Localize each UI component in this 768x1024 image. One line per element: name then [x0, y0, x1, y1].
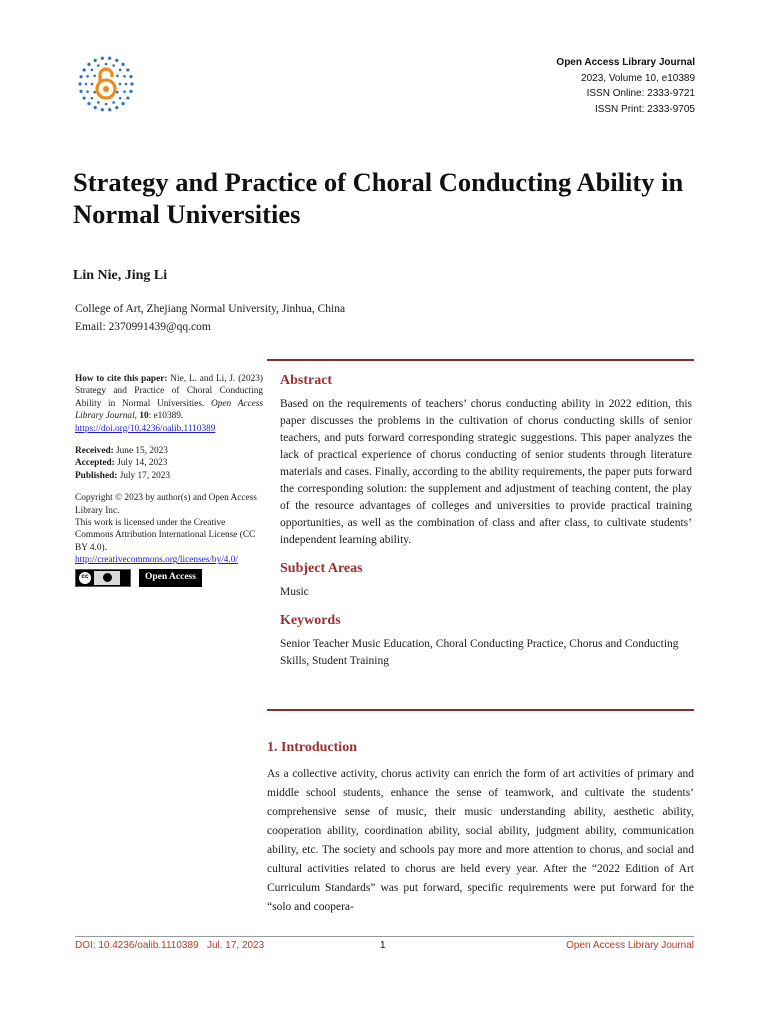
cite-volume: 10	[139, 411, 149, 422]
keywords-heading: Keywords	[280, 613, 341, 628]
cite-doi-link[interactable]: https://doi.org/10.4236/oalib.1110389	[75, 423, 216, 434]
subject-areas-heading: Subject Areas	[280, 561, 363, 576]
email: Email: 2370991439@qq.com	[75, 321, 211, 333]
footer-rule	[75, 936, 694, 937]
cite-text: Nie, L. and Li, J. (2023) Strategy and Practice of Choral Conducting Ability in Normal Universities.	[75, 374, 263, 409]
footer-doi-date	[75, 940, 264, 951]
page-number: 1	[380, 940, 386, 951]
dates-block	[75, 445, 263, 482]
abstract-panel	[280, 373, 692, 682]
received-date	[75, 445, 263, 457]
abstract-text: Based on the requirements of teachers’ chorus conducting ability in 2022 edition, this paper discusses the problems in the cultivation of chorus conducting skills of senior teachers, and puts forward corresponding strategic suggestions. This paper analyzes the lack of practical experience of chorus conducting of senior students through literature materials and cases. Finally, according to the ability requirements, the paper puts forward the corresponding solution: the supplement and adjustment of teaching content, the play of the resource advantages of colleges and universities to provide practical training opportunities, as well as the combination of class and after class, to cultivate students’ independent learning ability.	[280, 398, 692, 546]
cc-icon: cc	[79, 572, 91, 584]
copyright-block	[75, 492, 263, 566]
received-label: Received:	[75, 446, 114, 457]
open-access-badge[interactable]: Open Access	[139, 569, 202, 587]
issn-print: ISSN Print: 2333-9705	[594, 103, 695, 115]
footer-journal: Open Access Library Journal	[566, 940, 694, 951]
accepted-date	[75, 457, 263, 469]
published-label: Published:	[75, 470, 118, 481]
accepted-value: July 14, 2023	[114, 458, 168, 469]
footer-date: Jul. 17, 2023	[206, 940, 265, 951]
open-access-logo-icon	[78, 56, 134, 112]
journal-info	[556, 55, 695, 117]
license-link[interactable]: http://creativecommons.org/licenses/by/4.0/	[75, 555, 239, 566]
authors: Lin Nie, Jing Li	[73, 268, 168, 283]
abstract-top-rule	[267, 359, 694, 361]
affiliation: College of Art, Zhejiang Normal University, Jinhua, China	[75, 303, 346, 315]
license-line: This work is licensed under the Creative Commons Attribution International License (CC BY 4.0).	[75, 518, 256, 553]
copyright-line: Copyright © 2023 by author(s) and Open Access Library Inc.	[75, 493, 257, 516]
accepted-label: Accepted:	[75, 458, 115, 469]
abstract-heading: Abstract	[280, 373, 333, 388]
by-icon	[94, 571, 120, 585]
volume-line: 2023, Volume 10, e10389	[581, 72, 695, 84]
badges	[75, 569, 263, 587]
subject-areas-text: Music	[280, 586, 309, 598]
cc-by-badge[interactable]	[75, 569, 131, 587]
how-to-cite	[75, 373, 263, 435]
citation-sidebar	[75, 373, 263, 587]
received-value: June 15, 2023	[113, 446, 168, 457]
affiliation-block	[75, 300, 345, 336]
published-date	[75, 470, 263, 482]
issn-online: ISSN Online: 2333-9721	[586, 88, 695, 99]
journal-name: Open Access Library Journal	[556, 57, 695, 68]
cite-article: : e10389.	[148, 411, 184, 422]
cite-label: How to cite this paper:	[75, 374, 168, 384]
keywords-text: Senior Teacher Music Education, Choral Conducting Practice, Chorus and Conducting Skills, Student Training	[280, 638, 679, 667]
abstract-bottom-rule	[267, 709, 694, 711]
cite-separator: ,	[134, 411, 140, 422]
introduction-section	[267, 740, 694, 917]
cite-journal: Open Access Library Journal	[75, 398, 263, 422]
introduction-text: As a collective activity, chorus activity can enrich the form of art activities of primary and middle school students, enhance the sense of teamwork, and cultivate the students’ comprehensive sense of music, their music understanding ability, aesthetic ability, cooperation ability, coordination ability, social ability, judgment ability, communication ability, etc. The society and schools pay more and more attention to chorus, and social and cultural activities related to chorus are held every year. After the “2022 Edition of Art Curriculum Standards” was put forward, specific requirements were put forward for the “solo and coopera-	[267, 768, 694, 913]
introduction-heading: 1. Introduction	[267, 740, 357, 755]
footer-doi: DOI: 10.4236/oalib.1110389	[75, 940, 199, 951]
published-value: July 17, 2023	[117, 470, 171, 481]
paper-title: Strategy and Practice of Choral Conducting Ability in Normal Universities	[73, 167, 684, 229]
